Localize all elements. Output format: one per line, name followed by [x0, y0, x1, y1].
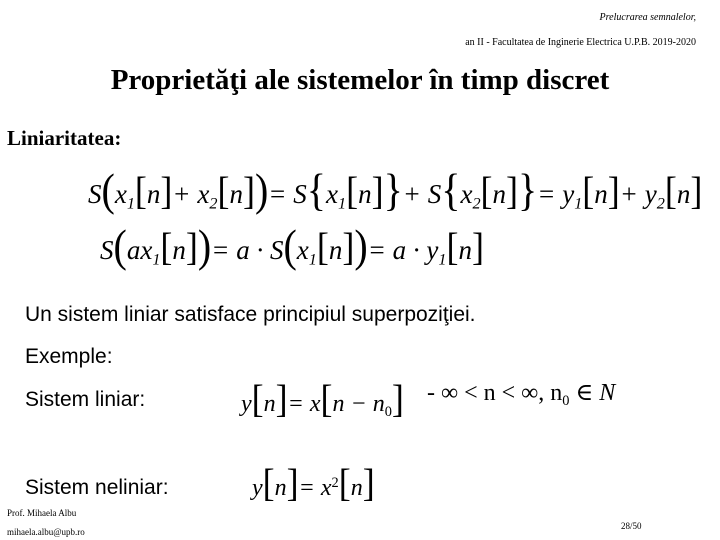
superposition-statement: Un sistem liniar satisface principiul superpoziţiei.	[25, 303, 476, 326]
examples-label: Exemple:	[25, 345, 113, 368]
slide-title: Proprietăţi ale sistemelor în timp discret	[110, 64, 610, 96]
linear-system-label: Sistem liniar:	[25, 388, 146, 411]
nonlinear-example-equation: $y[n]= x^2[n]$	[252, 461, 375, 505]
linear-example-equation: $y[n]= x[n - n_0]$	[241, 377, 404, 421]
footer-email: mihaela.albu@upb.ro	[7, 527, 85, 537]
page-number: 28/50	[621, 521, 642, 531]
homogeneity-equation: $S(ax_1[n])= a \cdot S(x_1[n])= a \cdot y_1[n]$	[100, 219, 485, 272]
section-heading: Liniaritatea:	[7, 126, 122, 150]
nonlinear-system-label: Sistem neliniar:	[25, 476, 169, 499]
header-details: an II - Facultatea de Inginerie Electrica U.P.B. 2019-2020	[465, 37, 696, 48]
superposition-equation: $S(x_1[n]+ x_2[n])= S\{x_1[n]\}+ S\{x_2[n]\}= y_1[n]+ y_2[n]$	[88, 163, 703, 216]
header-course: Prelucrarea semnalelor,	[599, 12, 696, 23]
footer-author: Prof. Mihaela Albu	[7, 508, 77, 518]
linear-example-condition: - ∞ < n < ∞, $n_0$ ∈ N	[427, 380, 616, 410]
